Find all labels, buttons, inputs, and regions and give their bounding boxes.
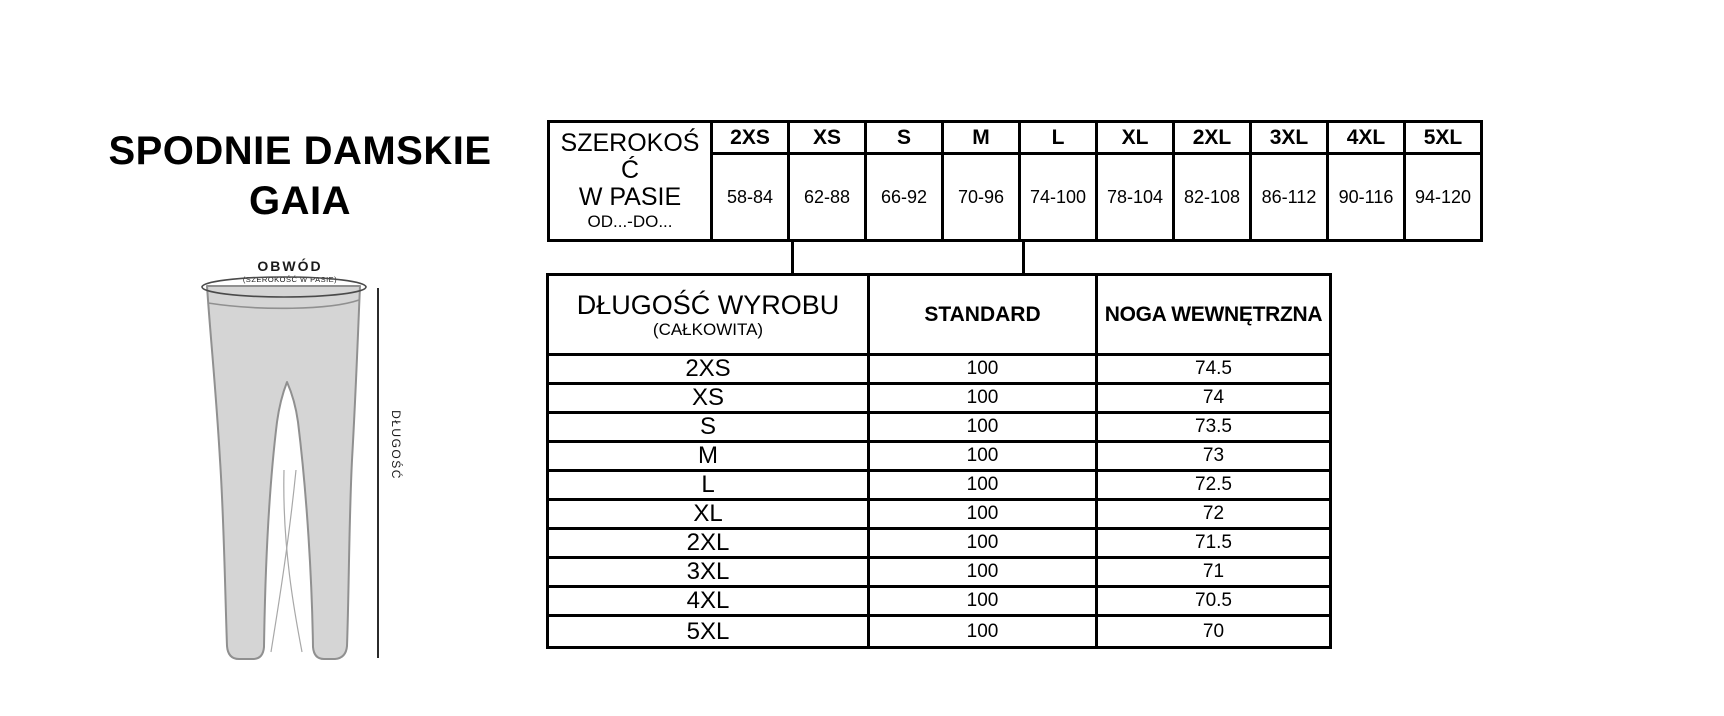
product-title-line2: GAIA xyxy=(249,179,351,223)
length-row-size-cell: S xyxy=(549,414,870,440)
waist-table-label-line: Ć xyxy=(620,155,640,184)
length-row-standard-cell: 100 xyxy=(870,588,1098,614)
waist-table-column xyxy=(1406,123,1480,239)
length-table-row xyxy=(549,588,1329,617)
length-row-standard-cell: 100 xyxy=(870,443,1098,469)
length-row-inner-leg-cell: 73.5 xyxy=(1195,416,1232,437)
length-table-row xyxy=(549,617,1329,646)
waist-table-column xyxy=(1021,123,1098,239)
length-header-sub: (CAŁKOWITA) xyxy=(652,319,764,339)
waist-table-column xyxy=(1252,123,1329,239)
length-table-header-col1 xyxy=(549,276,870,353)
waist-table-column xyxy=(1329,123,1406,239)
length-row-inner-leg-cell: 74 xyxy=(1202,387,1225,408)
waist-table-label-lines xyxy=(561,130,700,211)
waist-table-label-line: SZEROKOŚ xyxy=(560,128,700,157)
waist-range-cell: 70-96 xyxy=(957,186,1005,207)
length-row-standard-cell: 100 xyxy=(870,385,1098,411)
length-table-row xyxy=(549,501,1329,530)
size-header-cell: 5XL xyxy=(1406,123,1480,155)
waist-table-label-sub: OD...-DO... xyxy=(587,211,673,231)
length-table-header-col2: STANDARD xyxy=(870,276,1098,353)
pants-diagram xyxy=(150,240,420,670)
length-row-inner-leg-cell: 70 xyxy=(1202,620,1225,642)
length-table-row xyxy=(549,559,1329,588)
length-table-row xyxy=(549,443,1329,472)
length-row-size-cell: 4XL xyxy=(549,588,870,614)
waist-circumference-sublabel: (SZEROKOŚĆ W PASIE) xyxy=(242,275,338,284)
length-row-standard-cell: 100 xyxy=(870,617,1098,646)
length-table-row xyxy=(549,414,1329,443)
waist-table-label-line: W PASIE xyxy=(578,182,682,211)
size-header-cell: L xyxy=(1021,123,1095,155)
length-row-inner-leg-cell: 71.5 xyxy=(1195,532,1232,553)
waist-table-columns xyxy=(713,123,1480,239)
table-connector-line-right xyxy=(1022,239,1025,273)
waist-table-column xyxy=(790,123,867,239)
length-row-size-cell: XL xyxy=(549,501,870,527)
size-header-cell: XS xyxy=(790,123,864,155)
size-header-cell: S xyxy=(867,123,941,155)
waist-range-cell: 86-112 xyxy=(1261,186,1317,207)
length-row-size-cell: 2XL xyxy=(549,530,870,556)
waist-range-cell: 78-104 xyxy=(1106,186,1164,207)
length-row-inner-leg-cell: 73 xyxy=(1202,445,1225,466)
length-row-standard-cell: 100 xyxy=(870,559,1098,585)
length-table-row xyxy=(549,356,1329,385)
length-table-row xyxy=(549,530,1329,559)
waist-range-cell: 62-88 xyxy=(803,186,851,207)
product-title xyxy=(85,126,515,226)
waist-table-label-cell xyxy=(550,123,713,239)
size-header-cell: 3XL xyxy=(1252,123,1326,155)
length-row-inner-leg-cell: 74.5 xyxy=(1195,358,1232,379)
waist-table-column xyxy=(867,123,944,239)
size-header-cell: M xyxy=(944,123,1018,155)
length-row-inner-leg-cell: 72.5 xyxy=(1195,474,1232,495)
length-table-row xyxy=(549,472,1329,501)
waist-range-cell: 90-116 xyxy=(1338,186,1394,207)
length-table-header-row xyxy=(549,276,1329,356)
length-row-inner-leg-cell: 72 xyxy=(1202,503,1225,524)
waist-range-cell: 94-120 xyxy=(1414,186,1472,207)
length-row-size-cell: 2XS xyxy=(549,356,870,382)
length-row-standard-cell: 100 xyxy=(870,356,1098,382)
product-title-line1: SPODNIE DAMSKIE xyxy=(108,129,492,173)
waist-size-table xyxy=(547,120,1483,242)
length-table-row xyxy=(549,385,1329,414)
size-header-cell: XL xyxy=(1098,123,1172,155)
length-row-standard-cell: 100 xyxy=(870,501,1098,527)
length-row-size-cell: M xyxy=(549,443,870,469)
waist-range-cell: 82-108 xyxy=(1183,186,1241,207)
waist-circumference-label: OBWÓD xyxy=(257,258,323,274)
length-header-main: DŁUGOŚĆ WYROBU xyxy=(576,289,840,320)
size-header-cell: 4XL xyxy=(1329,123,1403,155)
waist-table-column xyxy=(1098,123,1175,239)
length-row-standard-cell: 100 xyxy=(870,414,1098,440)
length-row-inner-leg-cell: 70.5 xyxy=(1195,590,1232,611)
waist-range-cell: 58-84 xyxy=(726,186,774,207)
length-row-inner-leg-cell: 71 xyxy=(1202,561,1225,582)
table-connector-line-left xyxy=(791,239,794,273)
length-row-size-cell: 5XL xyxy=(549,617,870,646)
length-row-size-cell: 3XL xyxy=(549,559,870,585)
size-header-cell: 2XS xyxy=(713,123,787,155)
length-row-size-cell: XS xyxy=(549,385,870,411)
length-row-standard-cell: 100 xyxy=(870,472,1098,498)
length-label: DŁUGOŚĆ xyxy=(389,410,403,480)
size-header-cell: 2XL xyxy=(1175,123,1249,155)
waist-table-column xyxy=(944,123,1021,239)
length-table xyxy=(546,273,1332,649)
waist-range-cell: 74-100 xyxy=(1029,186,1087,207)
length-table-body xyxy=(549,356,1329,646)
waist-table-column xyxy=(713,123,790,239)
waist-table-column xyxy=(1175,123,1252,239)
length-row-size-cell: L xyxy=(549,472,870,498)
length-table-header-col3: NOGA WEWNĘTRZNA xyxy=(1104,302,1323,326)
length-row-standard-cell: 100 xyxy=(870,530,1098,556)
waist-range-cell: 66-92 xyxy=(880,186,928,207)
